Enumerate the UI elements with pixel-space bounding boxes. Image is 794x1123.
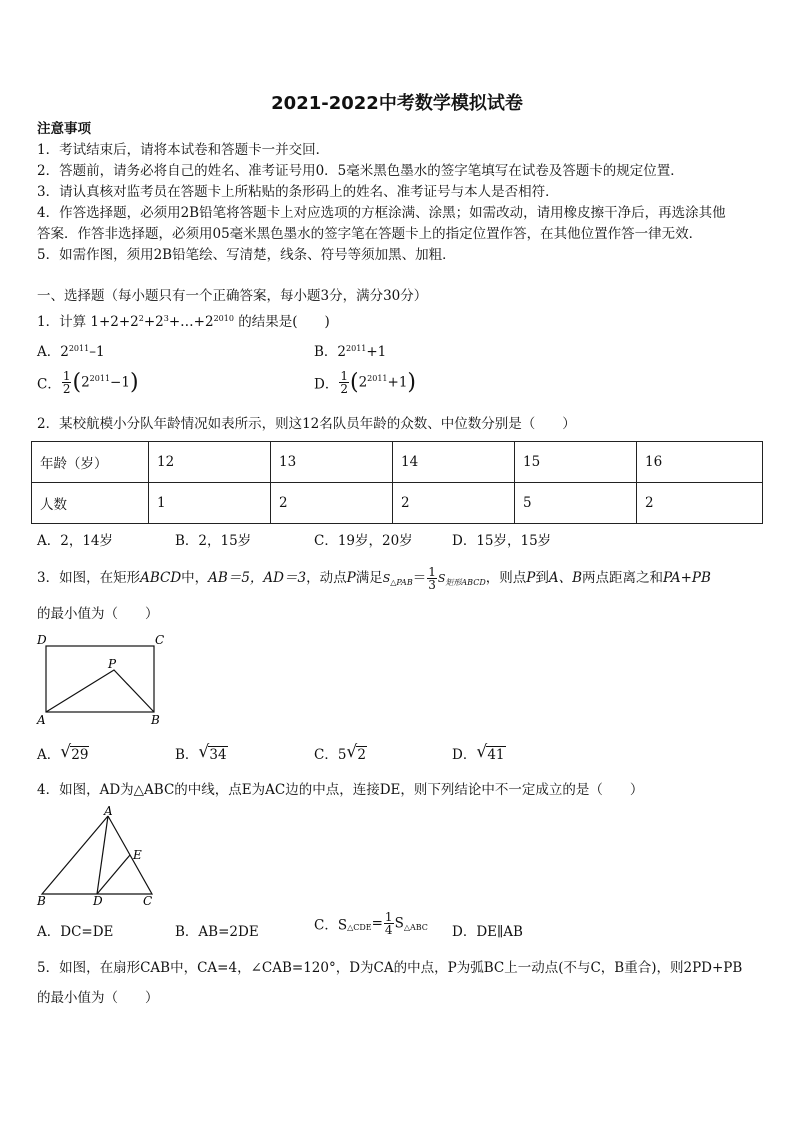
question-2-option-b: B．2，15岁: [175, 533, 252, 549]
table-cell: 2: [271, 483, 393, 524]
triangle-pab: [46, 670, 154, 712]
question-5-stem-line2: 的最小值为（ ）: [37, 990, 159, 1006]
question-2-option-c: C．19岁，20岁: [314, 533, 413, 549]
section-heading: 一、选择题（每小题只有一个正确答案，每小题3分，满分30分）: [37, 288, 428, 304]
triangle-figure: [34, 804, 159, 908]
label-e: E: [133, 848, 142, 862]
question-1-option-b: B．$2^{2011}+1$: [314, 344, 387, 360]
question-3-option-c: C．5√ 2: [314, 746, 367, 764]
label-d: D: [93, 894, 103, 908]
table-cell: 13: [271, 442, 393, 483]
label-a: A: [37, 713, 46, 727]
label-p: P: [108, 657, 117, 671]
notice-item: 2．答题前，请务必将自己的姓名、准考证号用0．5毫米黑色墨水的签字笔填写在试卷及答题卡的规定位置．: [37, 163, 684, 179]
notice-item: 3．请认真核对监考员在答题卡上所粘贴的条形码上的姓名、准考证号与本人是否相符．: [37, 184, 559, 200]
question-2-option-a: A．2，14岁: [37, 533, 114, 549]
table-cell: 14: [393, 442, 515, 483]
question-4-option-a: A．DC=DE: [37, 924, 114, 940]
table-cell: 2: [637, 483, 763, 524]
table-cell: 1: [149, 483, 271, 524]
notice-item: 4．作答选择题，必须用2B铅笔将答题卡上对应选项的方框涂满、涂黑；如需改动，请用橡皮擦干净后，再选涂其他: [37, 205, 726, 221]
question-3-stem: 3．如图，在矩形ABCD中，AB＝5，AD＝3，动点P满足$S_{\triangle PAB}=$ $\frac{1}{3}$ $S_{矩形ABCD}$，则点P到A、B两点距离之和PA+PB: [37, 565, 711, 592]
question-2-stem: 2．某校航模小分队年龄情况如表所示，则这12名队员年龄的众数、中位数分别是（ ）: [37, 416, 576, 432]
notice-item: 答案．作答非选择题，必须用05毫米黑色墨水的签字笔在答题卡上的指定位置作答，在其他位置作答一律无效．: [37, 226, 703, 242]
question-4-option-d: D．DE∥AB: [452, 924, 523, 940]
table-cell: 16: [637, 442, 763, 483]
table-cell: 15: [515, 442, 637, 483]
notice-item: 5．如需作图，须用2B铅笔绘、写清楚，线条、符号等须加黑、加粗．: [37, 247, 456, 263]
question-1-stem: 1．计算 $1+2+2^2+2^3+\dots+2^{2010}$ 的结果是( ): [37, 314, 330, 330]
label-c: C: [143, 894, 153, 908]
question-5-stem: 5．如图，在扇形CAB中，CA=4，∠CAB=120°，D为CA的中点，P为弧BC上一动点(不与C，B重合)，则2PD+PB: [37, 960, 743, 976]
question-1-option-a: A．$2^{2011}-1$: [37, 344, 105, 360]
label-b: B: [151, 713, 160, 727]
notice-item: 1．考试结束后，请将本试卷和答题卡一并交回．: [37, 142, 330, 158]
question-4-option-c: C．$S_{\triangle CDE}=$ $\frac{1}{4}$ $S_{\triangle ABC}$: [314, 910, 428, 937]
table-cell: 2: [393, 483, 515, 524]
question-3-option-d: D．√ 41: [452, 746, 506, 764]
question-3-option-a: A．√ 29: [37, 746, 89, 764]
table-row: [32, 483, 763, 524]
question-3-option-b: B．√ 34: [175, 746, 228, 764]
question-4-option-b: B．AB=2DE: [175, 924, 259, 940]
question-3-stem-line2: 的最小值为（ ）: [37, 606, 159, 622]
table-cell: 年龄（岁）: [32, 442, 149, 483]
rectangle-figure: [34, 630, 169, 730]
notice-heading: 注意事项: [37, 121, 91, 137]
question-4-stem: 4．如图，AD为△ABC的中线，点E为AC边的中点，连接DE，则下列结论中不一定成立的是（ ）: [37, 782, 644, 798]
table-cell: 5: [515, 483, 637, 524]
table-cell: 12: [149, 442, 271, 483]
question-1-option-c: C． $\frac{1}{2}$ $(2^{2011}-1)$: [37, 369, 139, 396]
age-table: [31, 441, 763, 524]
page-title: 2021-2022中考数学模拟试卷: [271, 93, 523, 114]
label-c: C: [155, 633, 165, 647]
question-2-option-d: D．15岁，15岁: [452, 533, 552, 549]
table-row: [32, 442, 763, 483]
question-1-option-d: D． $\frac{1}{2}$ $(2^{2011}+1)$: [314, 369, 417, 396]
table-cell: 人数: [32, 483, 149, 524]
label-b: B: [37, 894, 46, 908]
label-d: D: [37, 633, 47, 647]
label-a: A: [104, 804, 113, 818]
